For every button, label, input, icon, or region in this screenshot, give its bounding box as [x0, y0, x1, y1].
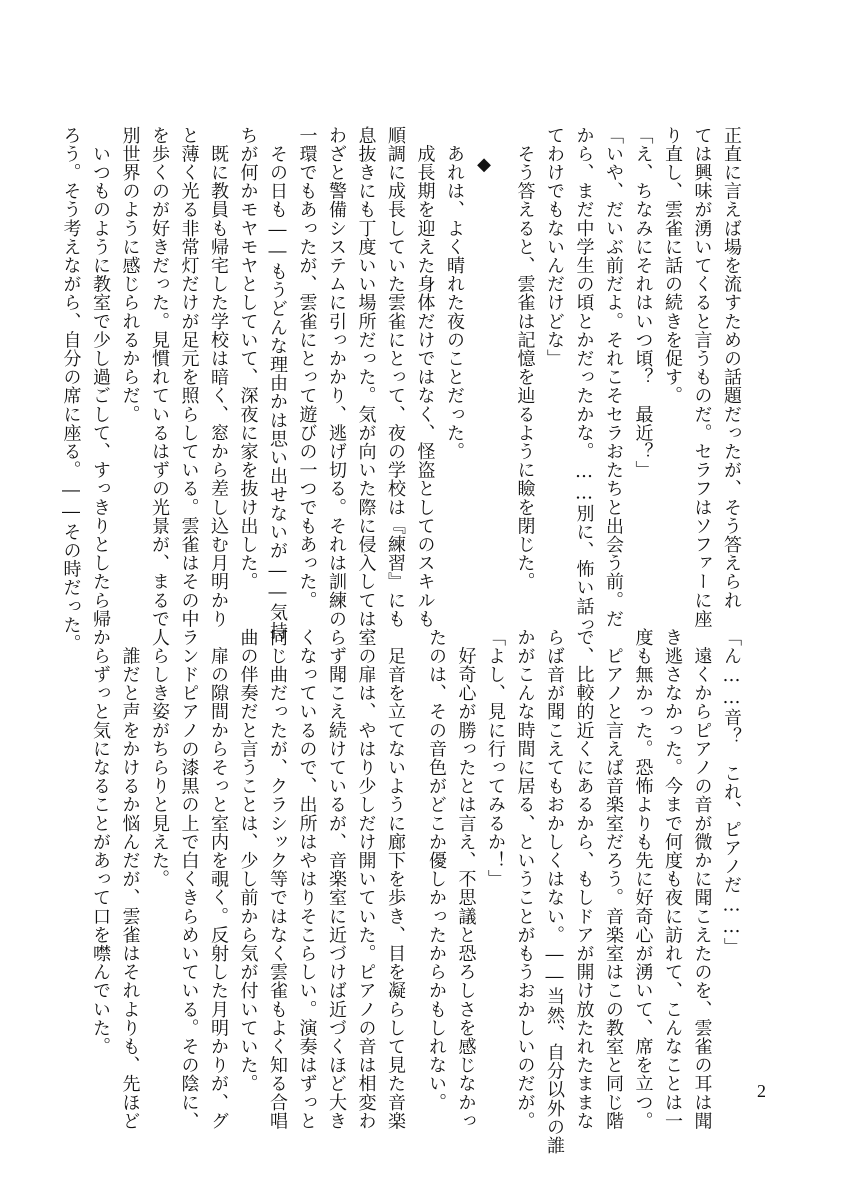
text-column: を歩くのが好きだった。見慣れているはずの光景が、まるで: [149, 126, 170, 629]
text-column: から、まだ中学生の頃とかだったかな。……別に、怖い話っ: [573, 126, 595, 635]
page-number: 2: [757, 1081, 766, 1101]
text-column: 別世界のように感じられるからだ。: [119, 126, 141, 424]
text-column: で、比較的近くにあるから、もしドアが開け放たれたままな: [573, 628, 595, 1131]
text-column: 曲の伴奏だと言うことは、少し前から気が付いていた。: [237, 628, 259, 1093]
top-text-block: [60, 126, 742, 653]
text-column: ちが何かモヤモヤとしていて、深夜に家を抜け出した。: [237, 126, 259, 591]
text-column: 正直に言えば場を流すための話題だったが、そう答えられ: [721, 126, 742, 610]
text-column: 同じ曲だったが、クラシック等ではなく雲雀もよく知る合唱: [267, 628, 288, 1131]
text-column: 息抜きにも丁度いい場所だった。気が向いた際に侵入しては、: [355, 126, 377, 647]
text-column: からずっと気になることがあって口を噤んでいた。: [90, 628, 111, 1056]
text-column: その日も――もうどんな理由かは思い出せないが――気持: [267, 126, 288, 641]
text-column: らず聞こえ続けているが、音楽室に近づけば近づくほど大き: [326, 628, 347, 1131]
text-column: たのは、その音色がどこか優しかったからかもしれない。: [426, 628, 447, 1112]
text-column: そう答えると、雲雀は記憶を辿るように瞼を閉じた。: [514, 126, 536, 591]
text-column: 室の扉は、やはり少しだけ開いていた。ピアノの音は相変わ: [355, 628, 377, 1131]
text-column: 既に教員も帰宅した学校は暗く、窓から差し込む月明かり: [208, 126, 229, 629]
text-column: 「いや、だいぶ前だよ。それこそセラおたちと出会う前。だ: [603, 126, 624, 629]
text-column: ランドピアノの漆黒の上で白くきらめいている。その陰に、: [178, 628, 200, 1131]
text-column: あれは、よく晴れた夜のことだった。: [444, 126, 465, 461]
text-column: くなっているので、出所はやはりそこらしい。演奏はずっと: [296, 628, 318, 1131]
text-column: 「よし、見に行ってみるか！」: [485, 628, 506, 889]
text-column: と薄く光る非常灯だけが足元を照らしている。雲雀はその中: [178, 126, 200, 629]
text-column: ピアノと言えば音楽室だろう。音楽室はこの教室と同じ階: [603, 628, 624, 1131]
text-column: 成長期を迎えた身体だけではなく、怪盗としてのスキルも: [414, 126, 436, 629]
text-column: 足音を立てないように廊下を歩き、目を凝らして見た音楽: [385, 628, 406, 1131]
text-column: 好奇心が勝ったとは言え、不思議と恐ろしさを感じなかっ: [455, 628, 477, 1131]
text-column: ては興味が湧いてくると言うものだ。セラフはソファーに座: [691, 126, 713, 629]
section-break-diamond: ◆: [473, 154, 495, 175]
text-column: わざと警備システムに引っかかり、逃げ切る。それは訓練の: [326, 126, 347, 629]
text-column: いつものように教室で少し過ごして、すっきりとしたら帰: [90, 126, 111, 629]
text-column: らば音が聞こえてもおかしくはない。――当然、自分以外の誰: [544, 628, 565, 1155]
text-column: り直し、雲雀に話の続きを促す。: [662, 126, 683, 405]
text-column: 誰だと声をかけるか悩んだが、雲雀はそれよりも、先ほど: [119, 628, 141, 1131]
text-column: 度も無かった。恐怖よりも先に好奇心が湧いて、席を立つ。: [632, 628, 654, 1131]
text-column: かがこんな時間に居る、ということがもうおかしいのだが。: [514, 628, 536, 1131]
text-column: てわけでもないんだけどな」: [544, 126, 565, 368]
text-column: 扉の隙間からそっと室内を覗く。反射した月明かりが、グ: [208, 628, 229, 1131]
text-column: 一環でもあったが、雲雀にとって遊びの一つでもあった。: [296, 126, 318, 610]
bottom-text-block: [90, 628, 742, 1155]
text-column: 順調に成長していた雲雀にとって、夜の学校は『練習』にも: [385, 126, 406, 629]
text-column: 遠くからピアノの音が微かに聞こえたのを、雲雀の耳は聞: [691, 628, 713, 1131]
text-column: 「ん……音？ これ、ピアノだ……」: [721, 628, 742, 957]
text-column: 「え、ちなみにそれはいつ頃？ 最近？」: [632, 126, 654, 480]
text-column: ろう。そう考えながら、自分の席に座る。――その時だった。: [60, 126, 82, 653]
text-column: 人らしき姿がちらりと見えた。: [149, 628, 170, 889]
text-column: き逃さなかった。今まで何度も夜に訪れて、こんなことは一: [662, 628, 683, 1131]
